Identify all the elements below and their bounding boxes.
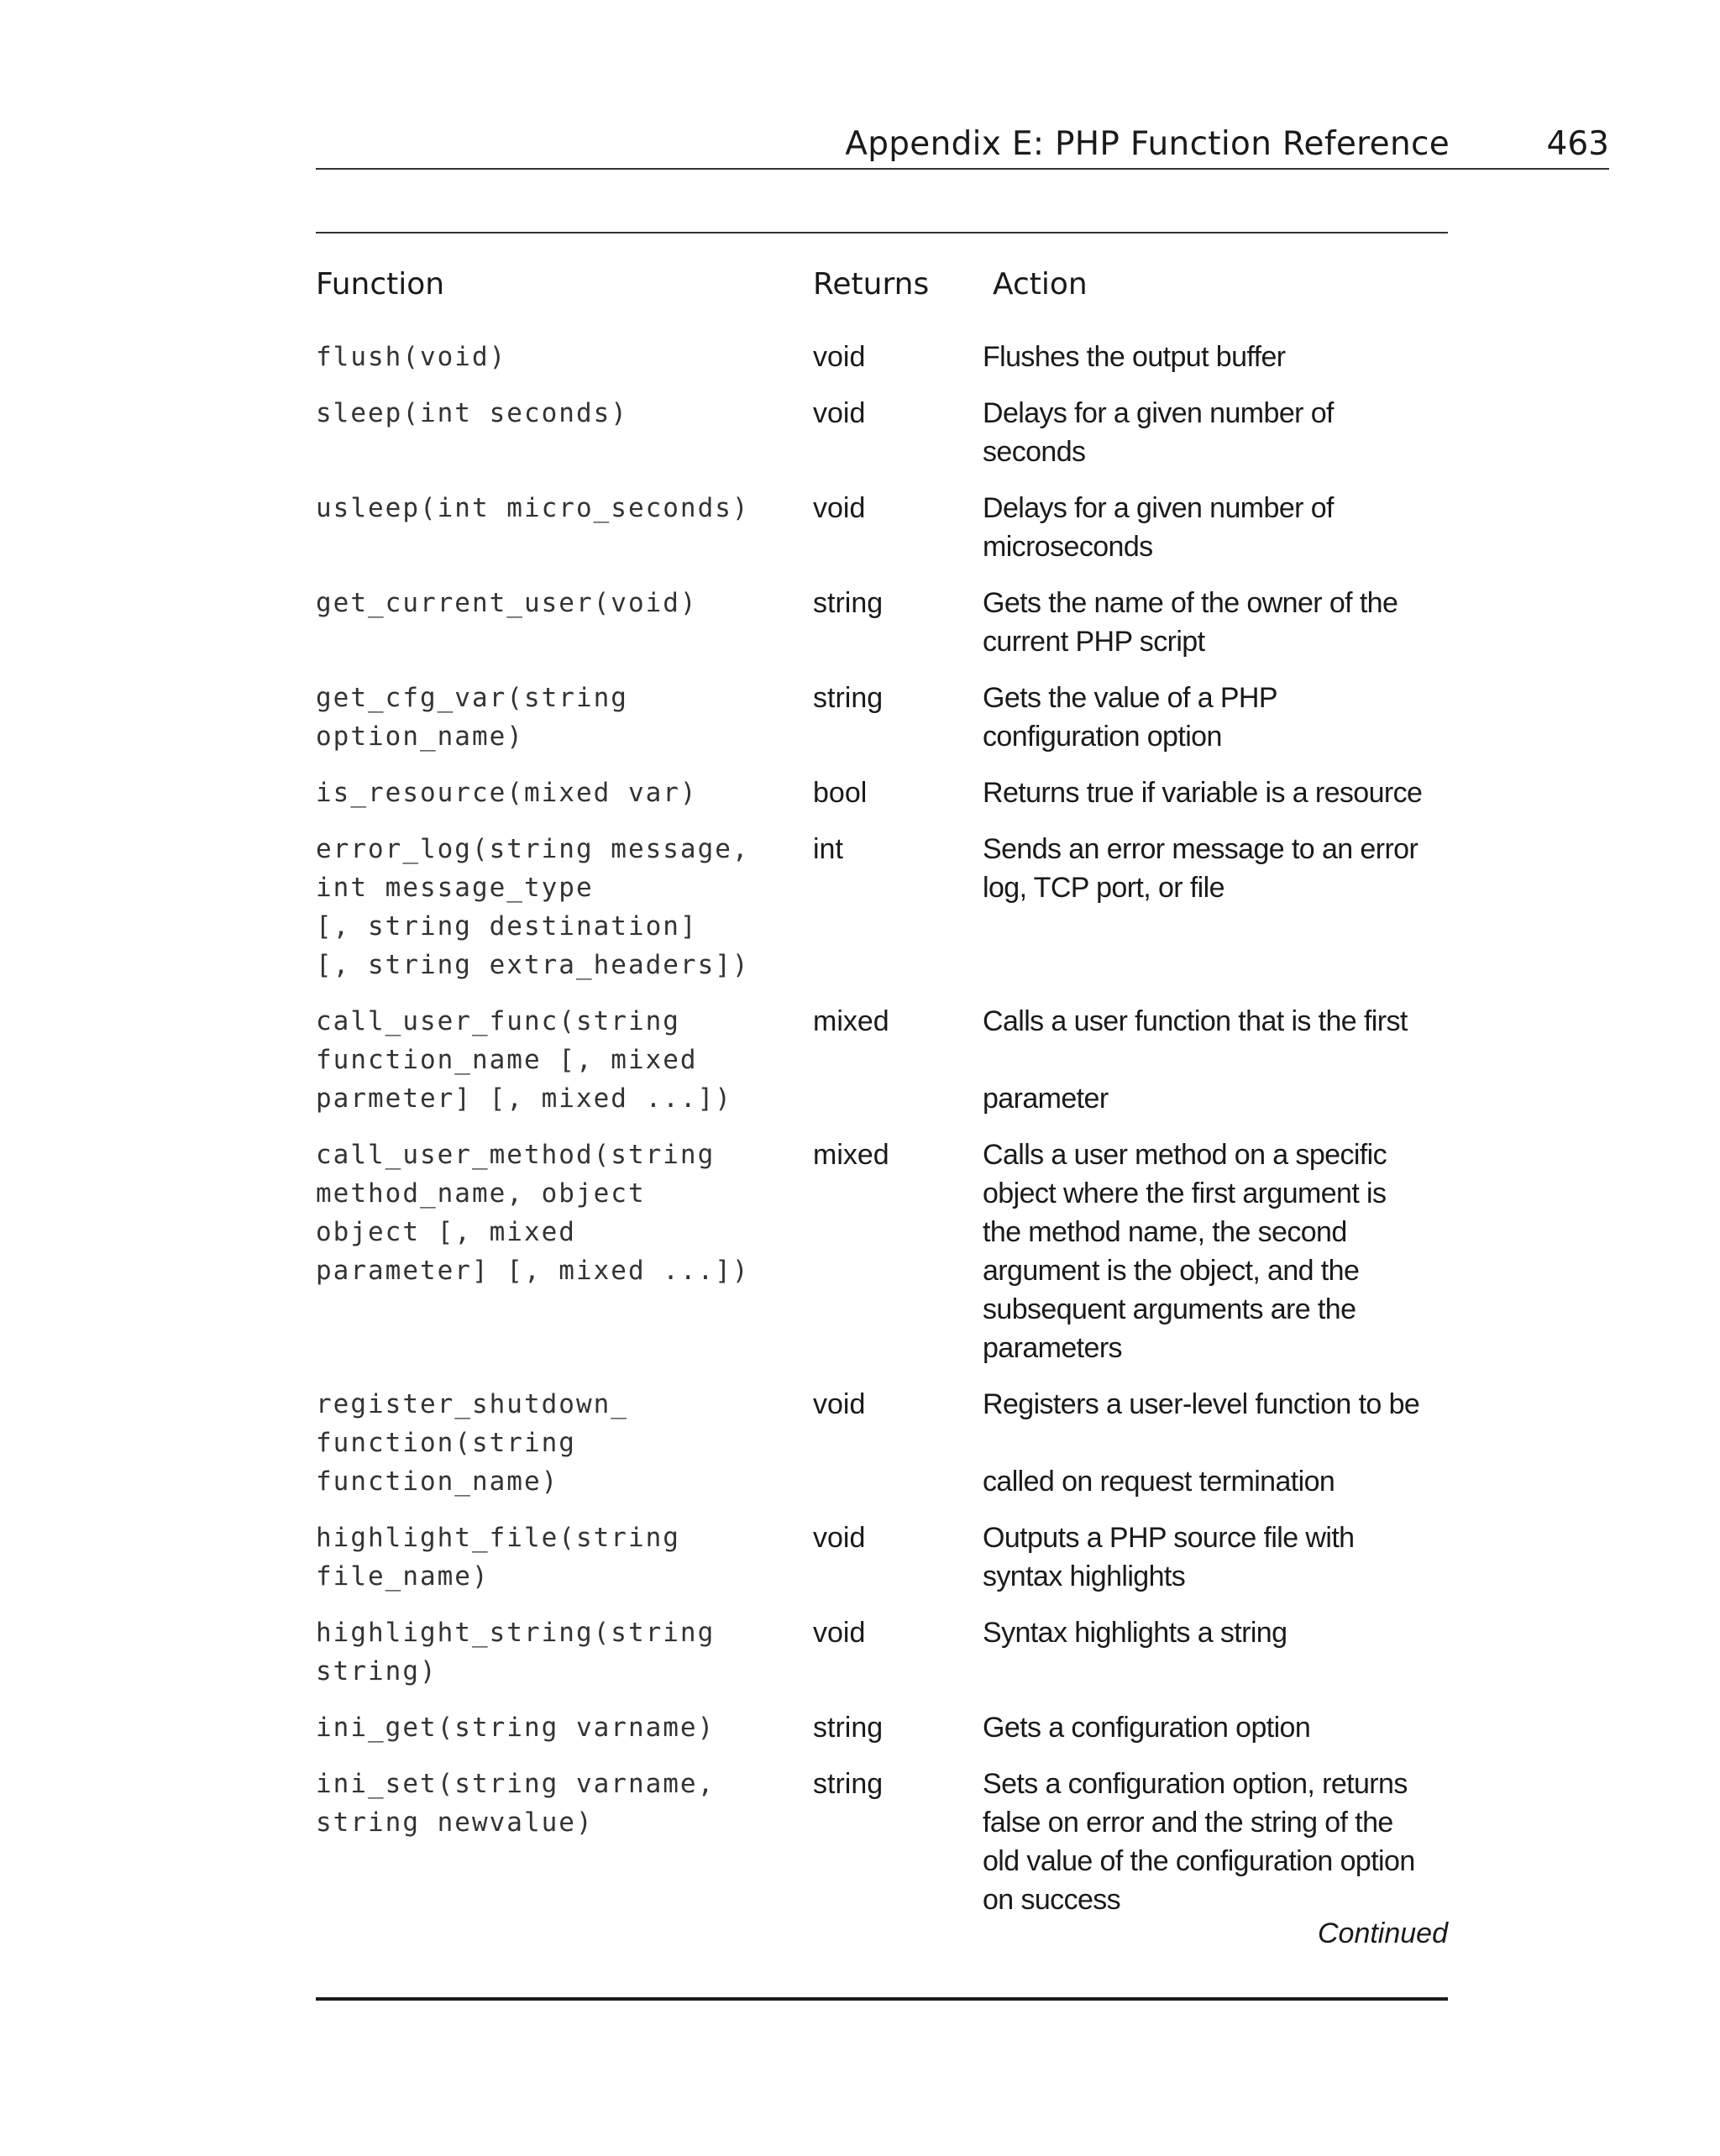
table-row — [316, 338, 1448, 376]
function-signature: sleep(int seconds) — [316, 398, 628, 428]
function-signature: call_user_func(string function_name [, mixed parmeter] [, mixed ...]) — [316, 1006, 732, 1114]
return-type: bool — [813, 777, 868, 809]
function-signature: flush(void) — [316, 342, 507, 372]
return-type: void — [813, 397, 866, 429]
return-type: mixed — [813, 1139, 889, 1171]
return-type: void — [813, 1617, 866, 1649]
table-row — [316, 1519, 1448, 1596]
action-description: Calls a user function that is the first parameter — [983, 1005, 1408, 1115]
function-signature: usleep(int micro_seconds) — [316, 493, 750, 523]
function-signature: ini_get(string varname) — [316, 1713, 716, 1743]
return-type: int — [813, 833, 843, 865]
action-description: Sets a configuration option, returns false on error and the string of the old value of the configuration option on success — [983, 1768, 1415, 1916]
return-type: string — [813, 682, 884, 714]
function-signature: call_user_method(string method_name, object object [, mixed parameter] [, mixed ...]) — [316, 1140, 750, 1286]
function-signature: register_shutdown_ function(string function_name) — [316, 1389, 628, 1497]
action-description: Gets the value of a PHP configuration option — [983, 682, 1277, 753]
action-description: Sends an error message to an error log, TCP port, or file — [983, 833, 1418, 904]
action-description: Gets a configuration option — [983, 1712, 1311, 1744]
action-description: Delays for a given number of seconds — [983, 397, 1334, 468]
action-description: Delays for a given number of microseconds — [983, 492, 1334, 563]
function-signature: is_resource(mixed var) — [316, 778, 698, 808]
page-header — [316, 119, 1609, 170]
column-header-function: Function — [316, 267, 445, 302]
function-signature: get_current_user(void) — [316, 588, 698, 618]
return-type: string — [813, 1712, 884, 1744]
return-type: void — [813, 492, 866, 524]
action-description: Syntax highlights a string — [983, 1617, 1287, 1649]
function-signature: highlight_string(string string) — [316, 1618, 716, 1687]
column-header-action: Action — [993, 267, 1088, 302]
function-signature: get_cfg_var(string option_name) — [316, 683, 628, 752]
table-row — [316, 1708, 1448, 1747]
table-row — [316, 1385, 1448, 1501]
function-signature: highlight_file(string file_name) — [316, 1523, 680, 1592]
action-description: Calls a user method on a specific object where the first argument is the method name, the second argument is the object, and the subsequent arguments are the parameters — [983, 1139, 1387, 1364]
table-body — [316, 338, 1448, 1937]
table-row — [316, 1002, 1448, 1118]
table-row — [316, 1765, 1448, 1919]
table-row — [316, 774, 1448, 812]
action-description: Flushes the output buffer — [983, 341, 1286, 373]
table-row — [316, 394, 1448, 471]
running-header-title: Appendix E: PHP Function Reference — [845, 125, 1450, 163]
return-type: string — [813, 587, 884, 619]
page-number: 463 — [1546, 125, 1609, 163]
return-type: mixed — [813, 1005, 889, 1037]
table-row — [316, 679, 1448, 756]
table-header-row — [316, 267, 1448, 317]
action-description: Outputs a PHP source file with syntax highlights — [983, 1522, 1355, 1592]
return-type: void — [813, 1522, 866, 1554]
table-row — [316, 1613, 1448, 1691]
table-row — [316, 584, 1448, 661]
action-description: Returns true if variable is a resource — [983, 777, 1423, 809]
continued-label: Continued — [1317, 1917, 1448, 1949]
column-header-returns: Returns — [813, 267, 930, 302]
function-signature: error_log(string message, int message_type [, string destination] [, string extra_headers]) — [316, 834, 750, 980]
function-signature: ini_set(string varname, string newvalue) — [316, 1769, 716, 1838]
table-row — [316, 489, 1448, 566]
table-row — [316, 830, 1448, 984]
return-type: void — [813, 341, 866, 373]
action-description: Gets the name of the owner of the current PHP script — [983, 587, 1398, 658]
return-type: string — [813, 1768, 884, 1800]
action-description: Registers a user-level function to be called on request termination — [983, 1388, 1420, 1498]
function-reference-table — [316, 232, 1448, 2001]
table-row — [316, 1136, 1448, 1367]
return-type: void — [813, 1388, 866, 1420]
